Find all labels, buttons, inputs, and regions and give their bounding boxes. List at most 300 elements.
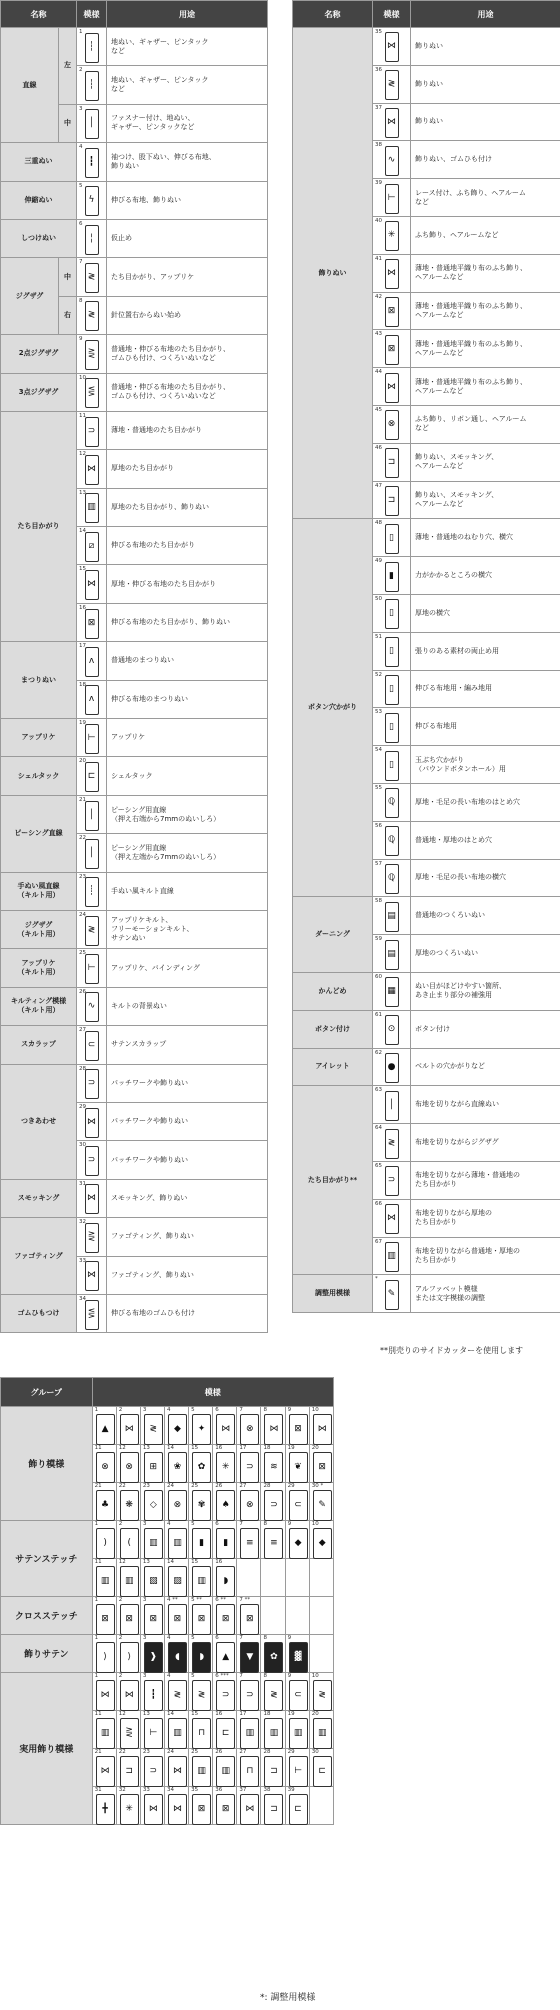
- pattern-icon: ⊓: [240, 1756, 259, 1787]
- stitch-pattern-cell[interactable]: [77, 411, 107, 449]
- pattern-cell[interactable]: [116, 1749, 140, 1787]
- stitch-pattern-cell[interactable]: [373, 1161, 411, 1199]
- pattern-cell[interactable]: [213, 1521, 237, 1559]
- pattern-cell[interactable]: [140, 1749, 164, 1787]
- stitch-pattern-icon: ⋈: [385, 108, 399, 138]
- stitch-pattern-cell[interactable]: [77, 527, 107, 565]
- pattern-cell[interactable]: [237, 1787, 261, 1825]
- pattern-cell[interactable]: [261, 1673, 285, 1711]
- pattern-number: 16: [215, 1711, 223, 1717]
- category-label: ボタン穴かがり: [293, 519, 373, 897]
- stitch-number: 52: [375, 671, 382, 678]
- pattern-cell[interactable]: [237, 1445, 261, 1483]
- stitch-pattern-cell[interactable]: [373, 1237, 411, 1275]
- stitch-pattern-cell[interactable]: [77, 987, 107, 1025]
- stitch-pattern-cell[interactable]: [373, 1275, 411, 1313]
- stitch-use-text: 伸びる布地のゴムひも付け: [107, 1294, 268, 1332]
- stitch-pattern-cell[interactable]: [77, 719, 107, 757]
- pattern-number: 7: [239, 1407, 243, 1413]
- pattern-cell[interactable]: [285, 1749, 309, 1787]
- pattern-cell[interactable]: [140, 1597, 164, 1635]
- pattern-cell[interactable]: [309, 1407, 333, 1445]
- pattern-number: 30 *: [311, 1483, 324, 1489]
- stitch-number: 45: [375, 406, 382, 413]
- pattern-icon: ⊠: [289, 1414, 308, 1445]
- pattern-cell[interactable]: [237, 1407, 261, 1445]
- stitch-pattern-cell[interactable]: [77, 1256, 107, 1294]
- pattern-cell[interactable]: [92, 1521, 116, 1559]
- stitch-number: 7: [79, 259, 83, 266]
- pattern-cell[interactable]: [189, 1597, 213, 1635]
- pattern-cell[interactable]: [261, 1521, 285, 1559]
- pattern-cell[interactable]: [261, 1711, 285, 1749]
- header-group: グループ: [1, 1378, 93, 1407]
- pattern-number: 1: [94, 1597, 99, 1603]
- pattern-cell[interactable]: [92, 1483, 116, 1521]
- table-row: [1, 949, 268, 987]
- pattern-cell[interactable]: [116, 1597, 140, 1635]
- stitch-pattern-cell[interactable]: [77, 603, 107, 641]
- pattern-cell[interactable]: [164, 1597, 188, 1635]
- pattern-cell[interactable]: [189, 1407, 213, 1445]
- stitch-pattern-cell[interactable]: [373, 292, 411, 330]
- pattern-cell[interactable]: [309, 1521, 333, 1559]
- pattern-cell[interactable]: [164, 1445, 188, 1483]
- stitch-use-text: ふち飾り、リボン通し、ヘアルーム など: [411, 405, 560, 443]
- pattern-cell[interactable]: [140, 1483, 164, 1521]
- stitch-number: 16: [79, 604, 86, 611]
- pattern-icon: ⋈: [313, 1414, 332, 1445]
- pattern-icon: ✳: [216, 1452, 235, 1483]
- pattern-cell[interactable]: [213, 1787, 237, 1825]
- pattern-icon: ▲: [216, 1642, 235, 1673]
- stitch-pattern-cell[interactable]: [373, 594, 411, 632]
- stitch-pattern-cell[interactable]: [373, 1010, 411, 1048]
- pattern-icon: ⊗: [168, 1490, 187, 1521]
- pattern-cell[interactable]: [261, 1445, 285, 1483]
- stitch-pattern-cell[interactable]: [373, 1086, 411, 1124]
- pattern-cell[interactable]: [92, 1749, 116, 1787]
- stitch-use-text: 厚地のたち目かがり: [107, 450, 268, 488]
- pattern-cell[interactable]: [285, 1673, 309, 1711]
- stitch-use-text: 玉ぶち穴かがり （パウンドボタンホール）用: [411, 746, 560, 784]
- pattern-cell[interactable]: [92, 1407, 116, 1445]
- stitch-use-text: シェルタック: [107, 757, 268, 795]
- stitch-pattern-cell[interactable]: [373, 103, 411, 141]
- stitch-pattern-cell[interactable]: [373, 443, 411, 481]
- stitch-use-text: 普通地のつくろいぬい: [411, 897, 560, 935]
- pattern-cell[interactable]: [285, 1787, 309, 1825]
- stitch-use-text: 張りのある素材の両止め用: [411, 632, 560, 670]
- pattern-cell[interactable]: [116, 1635, 140, 1673]
- pattern-cell[interactable]: [237, 1711, 261, 1749]
- pattern-icon: ⊃: [240, 1680, 259, 1711]
- pattern-icon: ╋: [96, 1794, 115, 1825]
- stitch-pattern-cell[interactable]: [77, 450, 107, 488]
- pattern-number: 21: [94, 1749, 102, 1755]
- pattern-number: 6 ***: [215, 1673, 229, 1679]
- stitch-pattern-cell[interactable]: [77, 219, 107, 257]
- stitch-pattern-cell[interactable]: [373, 1048, 411, 1086]
- stitch-pattern-cell[interactable]: [373, 746, 411, 784]
- stitch-pattern-cell[interactable]: [373, 1199, 411, 1237]
- stitch-number: 40: [375, 217, 382, 224]
- pattern-cell[interactable]: [164, 1635, 188, 1673]
- stitch-number: 3: [79, 105, 83, 112]
- stitch-number: 61: [375, 1011, 382, 1018]
- pattern-cell[interactable]: [237, 1483, 261, 1521]
- empty-cell: [309, 1635, 333, 1673]
- pattern-number: 5: [191, 1673, 195, 1679]
- stitch-pattern-cell[interactable]: [373, 368, 411, 406]
- stitch-pattern-icon: ⊠: [85, 609, 99, 639]
- pattern-cell[interactable]: [237, 1749, 261, 1787]
- table-row: [1, 28, 268, 66]
- pattern-cell[interactable]: [285, 1521, 309, 1559]
- pattern-cell[interactable]: [140, 1711, 164, 1749]
- pattern-cell[interactable]: [285, 1635, 309, 1673]
- pattern-cell[interactable]: [285, 1407, 309, 1445]
- stitch-number: 11: [79, 412, 86, 419]
- pattern-number: 32: [118, 1787, 126, 1793]
- stitch-pattern-icon: ≷: [385, 1129, 399, 1159]
- stitch-pattern-cell[interactable]: [77, 565, 107, 603]
- stitch-pattern-cell[interactable]: [373, 405, 411, 443]
- stitch-pattern-cell[interactable]: [373, 519, 411, 557]
- stitch-pattern-cell[interactable]: [373, 481, 411, 519]
- pattern-cell[interactable]: [309, 1483, 333, 1521]
- pattern-number: 22: [118, 1749, 126, 1755]
- pattern-number: 5: [191, 1521, 195, 1527]
- stitch-pattern-cell[interactable]: [77, 1102, 107, 1140]
- stitch-use-text: ファスナー付け、地ぬい、 ギャザー、ピンタックなど: [107, 104, 268, 142]
- pattern-icon: ▥: [216, 1756, 235, 1787]
- stitch-pattern-icon: ⊢: [85, 954, 99, 984]
- pattern-cell[interactable]: [189, 1711, 213, 1749]
- stitch-pattern-icon: ⋈: [85, 1184, 99, 1214]
- stitch-pattern-cell[interactable]: [77, 1026, 107, 1064]
- pattern-icon: ⋈: [96, 1680, 115, 1711]
- pattern-number: 10: [311, 1673, 319, 1679]
- pattern-cell[interactable]: [140, 1445, 164, 1483]
- stitch-use-text: サテンスカラップ: [107, 1026, 268, 1064]
- stitch-use-text: レース付け、ふち飾り、ヘアルーム など: [411, 179, 560, 217]
- pattern-number: 11: [94, 1445, 102, 1451]
- table-row: [1, 1064, 268, 1102]
- stitch-pattern-icon: ʌ: [85, 685, 99, 715]
- stitch-pattern-cell[interactable]: [77, 488, 107, 526]
- pattern-cell[interactable]: [285, 1711, 309, 1749]
- stitch-pattern-cell[interactable]: [77, 910, 107, 948]
- table-row: [1, 910, 268, 948]
- pattern-cell[interactable]: [116, 1445, 140, 1483]
- pattern-icon: ❋: [120, 1490, 139, 1521]
- pattern-cell[interactable]: [189, 1673, 213, 1711]
- pattern-icon: ⋈: [240, 1794, 259, 1825]
- pattern-cell[interactable]: [213, 1445, 237, 1483]
- pattern-icon: ✾: [192, 1490, 211, 1521]
- pattern-cell[interactable]: [189, 1559, 213, 1597]
- pattern-cell[interactable]: [189, 1749, 213, 1787]
- pattern-row: [1, 1407, 334, 1445]
- stitch-pattern-cell[interactable]: [77, 795, 107, 833]
- pattern-cell[interactable]: [189, 1787, 213, 1825]
- stitch-pattern-cell[interactable]: [77, 1179, 107, 1217]
- pattern-icon: ⋈: [144, 1794, 163, 1825]
- stitch-pattern-cell[interactable]: [77, 757, 107, 795]
- stitch-number: 29: [79, 1103, 86, 1110]
- stitch-pattern-cell[interactable]: [373, 972, 411, 1010]
- pattern-icon: ⊗: [240, 1414, 259, 1445]
- pattern-cell[interactable]: [140, 1673, 164, 1711]
- pattern-cell[interactable]: [164, 1483, 188, 1521]
- stitch-number: 55: [375, 784, 382, 791]
- stitch-pattern-cell[interactable]: [373, 821, 411, 859]
- pattern-icon: ▥: [192, 1566, 211, 1597]
- stitch-pattern-cell[interactable]: [77, 335, 107, 373]
- stitch-pattern-cell[interactable]: [373, 632, 411, 670]
- pattern-cell[interactable]: [116, 1483, 140, 1521]
- stitch-pattern-cell[interactable]: [77, 1294, 107, 1332]
- pattern-number: 14: [166, 1445, 174, 1451]
- category-label: アイレット: [293, 1048, 373, 1086]
- stitch-pattern-cell[interactable]: [373, 557, 411, 595]
- pattern-cell[interactable]: [237, 1597, 261, 1635]
- stitch-pattern-cell[interactable]: [77, 949, 107, 987]
- pattern-cell[interactable]: [92, 1635, 116, 1673]
- pattern-cell[interactable]: [237, 1521, 261, 1559]
- grid-table-footnote: *: 調整用模様: [260, 1993, 316, 2003]
- pattern-cell[interactable]: [285, 1483, 309, 1521]
- pattern-number: 20: [311, 1445, 319, 1451]
- stitch-pattern-cell[interactable]: [77, 66, 107, 104]
- stitch-pattern-cell[interactable]: [77, 1064, 107, 1102]
- pattern-cell[interactable]: [213, 1559, 237, 1597]
- pattern-cell[interactable]: [140, 1635, 164, 1673]
- stitch-pattern-cell[interactable]: [77, 296, 107, 334]
- pattern-cell[interactable]: [189, 1635, 213, 1673]
- pattern-cell[interactable]: [92, 1597, 116, 1635]
- pattern-icon: ≋: [264, 1452, 283, 1483]
- right-table-footnote: **別売りのサイドカッターを使用します: [380, 1346, 524, 1355]
- stitch-pattern-icon: ʌ: [85, 647, 99, 677]
- stitch-use-text: 針位置右からぬい始め: [107, 296, 268, 334]
- pattern-cell[interactable]: [213, 1749, 237, 1787]
- stitch-number: 1: [79, 29, 83, 35]
- stitch-use-text: ファゴティング、飾りぬい: [107, 1256, 268, 1294]
- stitch-pattern-cell[interactable]: [77, 680, 107, 718]
- pattern-cell[interactable]: [189, 1521, 213, 1559]
- pattern-cell[interactable]: [309, 1749, 333, 1787]
- pattern-cell[interactable]: [309, 1711, 333, 1749]
- pattern-cell[interactable]: [213, 1407, 237, 1445]
- stitch-use-text: 飾りぬい、スモッキング、 ヘアルームなど: [411, 443, 560, 481]
- pattern-number: 15: [191, 1559, 199, 1565]
- stitch-number: 43: [375, 331, 382, 338]
- pattern-cell[interactable]: [164, 1711, 188, 1749]
- header-pattern: 模様: [77, 1, 107, 28]
- table-row: [1, 1218, 268, 1256]
- needle-position-label: 右: [59, 296, 77, 334]
- pattern-cell[interactable]: [213, 1597, 237, 1635]
- pattern-cell[interactable]: [92, 1787, 116, 1825]
- pattern-cell[interactable]: [309, 1673, 333, 1711]
- pattern-icon: ▥: [96, 1718, 115, 1749]
- pattern-cell[interactable]: [213, 1635, 237, 1673]
- stitch-pattern-icon: │: [385, 1091, 399, 1121]
- stitch-pattern-icon: ⊙: [385, 1015, 399, 1045]
- stitch-pattern-cell[interactable]: [373, 330, 411, 368]
- stitch-pattern-icon: ●: [385, 1053, 399, 1083]
- pattern-icon: ▥: [240, 1718, 259, 1749]
- pattern-number: 8: [263, 1407, 267, 1413]
- pattern-cell[interactable]: [164, 1787, 188, 1825]
- stitch-pattern-cell[interactable]: [373, 708, 411, 746]
- stitch-pattern-cell[interactable]: [77, 181, 107, 219]
- stitch-pattern-cell[interactable]: [373, 65, 411, 103]
- pattern-cell[interactable]: [213, 1711, 237, 1749]
- stitch-use-text: 普通地のまつりぬい: [107, 642, 268, 680]
- pattern-cell[interactable]: [116, 1559, 140, 1597]
- table-row: [293, 1010, 560, 1048]
- pattern-number: 1: [94, 1673, 99, 1679]
- stitch-number: 58: [375, 898, 382, 905]
- pattern-number: 27: [239, 1483, 247, 1489]
- pattern-cell[interactable]: [189, 1445, 213, 1483]
- stitch-pattern-cell[interactable]: [77, 834, 107, 872]
- pattern-cell[interactable]: [116, 1673, 140, 1711]
- pattern-cell[interactable]: [92, 1445, 116, 1483]
- pattern-cell[interactable]: [164, 1749, 188, 1787]
- stitch-pattern-cell[interactable]: [373, 935, 411, 973]
- pattern-cell[interactable]: [164, 1559, 188, 1597]
- stitch-pattern-cell[interactable]: [373, 254, 411, 292]
- stitch-use-text: 伸びる布地のまつりぬい: [107, 680, 268, 718]
- stitch-pattern-cell[interactable]: [373, 141, 411, 179]
- pattern-cell[interactable]: [116, 1521, 140, 1559]
- stitch-pattern-cell[interactable]: [77, 1218, 107, 1256]
- pattern-number: 16: [215, 1559, 223, 1565]
- pattern-icon: ❀: [168, 1452, 187, 1483]
- category-label: 伸縮ぬい: [1, 181, 77, 219]
- stitch-pattern-icon: ┊: [85, 877, 99, 907]
- stitch-pattern-cell[interactable]: [77, 1141, 107, 1179]
- pattern-cell[interactable]: [164, 1521, 188, 1559]
- pattern-cell[interactable]: [92, 1559, 116, 1597]
- pattern-cell[interactable]: [140, 1559, 164, 1597]
- pattern-number: 4 **: [166, 1597, 178, 1603]
- pattern-cell[interactable]: [213, 1673, 237, 1711]
- stitch-pattern-cell[interactable]: [373, 783, 411, 821]
- stitch-pattern-cell[interactable]: [373, 28, 411, 66]
- stitch-number: 46: [375, 444, 382, 451]
- pattern-cell[interactable]: [237, 1673, 261, 1711]
- stitch-pattern-cell[interactable]: [373, 897, 411, 935]
- pattern-icon: ≷: [313, 1680, 332, 1711]
- pattern-cell[interactable]: [261, 1483, 285, 1521]
- pattern-number: 27: [239, 1749, 247, 1755]
- stitch-pattern-cell[interactable]: [373, 179, 411, 217]
- pattern-icon: ⊐: [120, 1756, 139, 1787]
- stitch-pattern-cell[interactable]: [373, 216, 411, 254]
- pattern-cell[interactable]: [140, 1407, 164, 1445]
- stitch-pattern-cell[interactable]: [373, 859, 411, 897]
- pattern-cell[interactable]: [261, 1407, 285, 1445]
- stitch-pattern-icon: ⋈: [85, 455, 99, 485]
- pattern-cell[interactable]: [116, 1787, 140, 1825]
- pattern-cell[interactable]: [237, 1635, 261, 1673]
- stitch-use-text: ふち飾り、ヘアルームなど: [411, 216, 560, 254]
- pattern-cell[interactable]: [116, 1407, 140, 1445]
- stitch-number: 22: [79, 835, 86, 842]
- stitch-pattern-icon: │: [85, 109, 99, 139]
- pattern-cell[interactable]: [261, 1635, 285, 1673]
- stitch-number: 51: [375, 633, 382, 640]
- pattern-icon: ⊃: [264, 1490, 283, 1521]
- pattern-cell[interactable]: [116, 1711, 140, 1749]
- pattern-icon: ✎: [313, 1490, 332, 1521]
- pattern-cell[interactable]: [164, 1407, 188, 1445]
- pattern-number: 31: [94, 1787, 102, 1793]
- pattern-cell[interactable]: [285, 1445, 309, 1483]
- stitch-pattern-cell[interactable]: [77, 104, 107, 142]
- stitch-pattern-cell[interactable]: [77, 28, 107, 66]
- pattern-number: 8: [263, 1673, 267, 1679]
- stitch-use-text: 厚地・毛足の長い布地の横穴: [411, 859, 560, 897]
- stitch-pattern-cell[interactable]: [373, 1124, 411, 1162]
- stitch-pattern-icon: ⊗: [385, 410, 399, 440]
- empty-cell: [309, 1787, 333, 1825]
- pattern-cell[interactable]: [189, 1483, 213, 1521]
- stitch-pattern-cell[interactable]: [77, 872, 107, 910]
- stitch-use-text: 伸びる布地のたち目かがり: [107, 527, 268, 565]
- stitch-number: 5: [79, 182, 83, 189]
- stitch-pattern-cell[interactable]: [77, 143, 107, 181]
- pattern-cell[interactable]: [164, 1673, 188, 1711]
- stitch-pattern-icon: ⋈: [85, 1108, 99, 1138]
- category-label: スカラップ: [1, 1026, 77, 1064]
- stitch-number: 56: [375, 822, 382, 829]
- pattern-cell[interactable]: [261, 1749, 285, 1787]
- pattern-icon: ▥: [96, 1566, 115, 1597]
- pattern-cell[interactable]: [309, 1445, 333, 1483]
- stitch-pattern-icon: ▯: [385, 524, 399, 554]
- stitch-use-text: 布地を切りながら普通地・厚地の たち目かがり: [411, 1237, 560, 1275]
- pattern-icon: ▥: [144, 1528, 163, 1559]
- table-row: [1, 872, 268, 910]
- stitch-pattern-icon: ⋈: [85, 570, 99, 600]
- stitch-pattern-cell[interactable]: [77, 373, 107, 411]
- stitch-pattern-cell[interactable]: [77, 258, 107, 296]
- pattern-cell[interactable]: [140, 1787, 164, 1825]
- pattern-number: 5 **: [191, 1597, 202, 1603]
- pattern-icon: ⊢: [144, 1718, 163, 1749]
- pattern-cell[interactable]: [213, 1483, 237, 1521]
- pattern-icon: ▼: [240, 1642, 259, 1673]
- category-label: ボタン付け: [293, 1010, 373, 1048]
- pattern-cell[interactable]: [140, 1521, 164, 1559]
- pattern-row: [1, 1673, 334, 1711]
- stitch-number: 2: [79, 67, 83, 74]
- stitch-pattern-cell[interactable]: [373, 670, 411, 708]
- stitch-pattern-cell[interactable]: [77, 642, 107, 680]
- pattern-cell[interactable]: [261, 1787, 285, 1825]
- pattern-icon: ⊂: [289, 1680, 308, 1711]
- stitch-number: 8: [79, 297, 83, 304]
- pattern-cell[interactable]: [92, 1711, 116, 1749]
- empty-cell: [261, 1597, 285, 1635]
- pattern-cell[interactable]: [92, 1673, 116, 1711]
